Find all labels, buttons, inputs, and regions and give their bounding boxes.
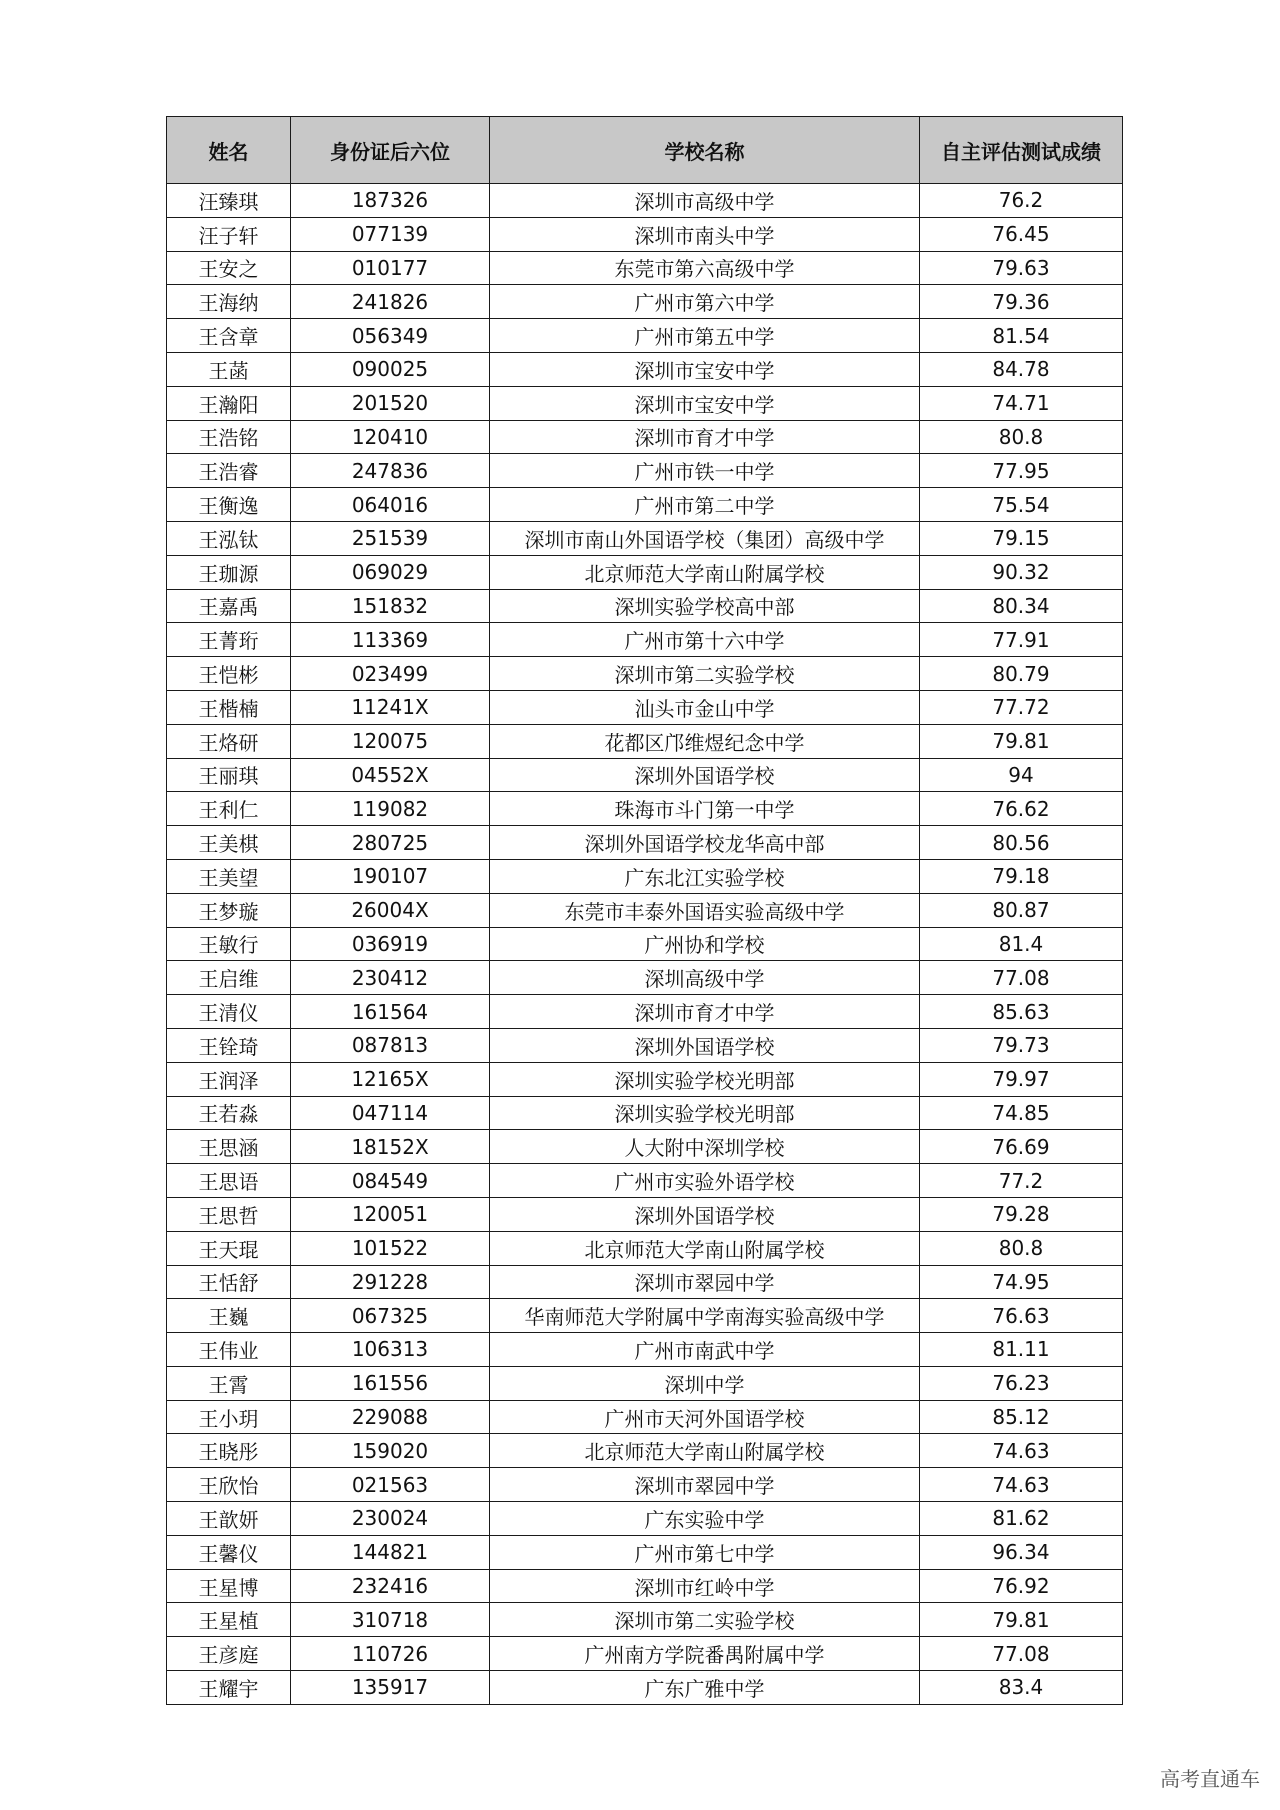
cell-score: 74.63 bbox=[920, 1434, 1123, 1468]
table-row bbox=[167, 1434, 1123, 1468]
cell-school-name: 深圳外国语学校 bbox=[490, 758, 920, 792]
cell-score: 84.78 bbox=[920, 352, 1123, 386]
cell-id-last-six: 26004X bbox=[291, 893, 490, 927]
cell-school-name: 广州市第二中学 bbox=[490, 488, 920, 522]
cell-name: 王泓钛 bbox=[167, 521, 291, 555]
cell-school-name: 东莞市第六高级中学 bbox=[490, 251, 920, 285]
table-row bbox=[167, 1130, 1123, 1164]
cell-school-name: 广州市第六中学 bbox=[490, 285, 920, 319]
cell-id-last-six: 113369 bbox=[291, 623, 490, 657]
cell-score: 76.2 bbox=[920, 184, 1123, 218]
cell-name: 王瀚阳 bbox=[167, 386, 291, 420]
cell-id-last-six: 069029 bbox=[291, 555, 490, 589]
cell-school-name: 深圳市第二实验学校 bbox=[490, 657, 920, 691]
cell-score: 94 bbox=[920, 758, 1123, 792]
cell-score: 77.08 bbox=[920, 961, 1123, 995]
cell-name: 王思哲 bbox=[167, 1197, 291, 1231]
table-row bbox=[167, 521, 1123, 555]
cell-id-last-six: 161564 bbox=[291, 995, 490, 1029]
cell-score: 81.54 bbox=[920, 319, 1123, 353]
cell-id-last-six: 187326 bbox=[291, 184, 490, 218]
table-row bbox=[167, 657, 1123, 691]
cell-school-name: 北京师范大学南山附属学校 bbox=[490, 1231, 920, 1265]
cell-name: 王海纳 bbox=[167, 285, 291, 319]
cell-id-last-six: 12165X bbox=[291, 1062, 490, 1096]
cell-score: 75.54 bbox=[920, 488, 1123, 522]
cell-score: 85.12 bbox=[920, 1400, 1123, 1434]
cell-id-last-six: 021563 bbox=[291, 1468, 490, 1502]
cell-school-name: 深圳外国语学校 bbox=[490, 1028, 920, 1062]
table-row bbox=[167, 1671, 1123, 1705]
cell-score: 79.63 bbox=[920, 251, 1123, 285]
cell-name: 王美望 bbox=[167, 859, 291, 893]
cell-name: 王伟业 bbox=[167, 1333, 291, 1367]
table-row bbox=[167, 184, 1123, 218]
cell-id-last-six: 232416 bbox=[291, 1569, 490, 1603]
cell-score: 83.4 bbox=[920, 1671, 1123, 1705]
cell-school-name: 深圳实验学校光明部 bbox=[490, 1062, 920, 1096]
cell-school-name: 深圳市第二实验学校 bbox=[490, 1603, 920, 1637]
cell-score: 74.71 bbox=[920, 386, 1123, 420]
table-row bbox=[167, 1299, 1123, 1333]
cell-school-name: 深圳市翠园中学 bbox=[490, 1468, 920, 1502]
cell-school-name: 广州协和学校 bbox=[490, 927, 920, 961]
cell-name: 王衡逸 bbox=[167, 488, 291, 522]
table-row bbox=[167, 1502, 1123, 1536]
cell-school-name: 广州市第七中学 bbox=[490, 1535, 920, 1569]
table-row bbox=[167, 1197, 1123, 1231]
cell-school-name: 深圳市南头中学 bbox=[490, 217, 920, 251]
table-row bbox=[167, 251, 1123, 285]
cell-id-last-six: 064016 bbox=[291, 488, 490, 522]
cell-score: 81.62 bbox=[920, 1502, 1123, 1536]
cell-name: 王恺彬 bbox=[167, 657, 291, 691]
table-row bbox=[167, 454, 1123, 488]
cell-score: 80.87 bbox=[920, 893, 1123, 927]
cell-id-last-six: 087813 bbox=[291, 1028, 490, 1062]
table-row bbox=[167, 826, 1123, 860]
cell-score: 80.8 bbox=[920, 420, 1123, 454]
cell-id-last-six: 310718 bbox=[291, 1603, 490, 1637]
watermark: 高考直通车 bbox=[1160, 1767, 1260, 1791]
header-name: 姓名 bbox=[167, 117, 291, 184]
table-row bbox=[167, 285, 1123, 319]
table-row bbox=[167, 1637, 1123, 1671]
cell-name: 王思语 bbox=[167, 1164, 291, 1198]
cell-score: 79.81 bbox=[920, 1603, 1123, 1637]
cell-name: 王恬舒 bbox=[167, 1265, 291, 1299]
table-row bbox=[167, 555, 1123, 589]
cell-id-last-six: 090025 bbox=[291, 352, 490, 386]
cell-id-last-six: 04552X bbox=[291, 758, 490, 792]
cell-name: 王安之 bbox=[167, 251, 291, 285]
cell-name: 王梦璇 bbox=[167, 893, 291, 927]
cell-school-name: 深圳中学 bbox=[490, 1366, 920, 1400]
cell-name: 王菡 bbox=[167, 352, 291, 386]
cell-id-last-six: 201520 bbox=[291, 386, 490, 420]
cell-school-name: 广东广雅中学 bbox=[490, 1671, 920, 1705]
cell-score: 76.45 bbox=[920, 217, 1123, 251]
cell-score: 76.63 bbox=[920, 1299, 1123, 1333]
cell-school-name: 深圳市翠园中学 bbox=[490, 1265, 920, 1299]
cell-score: 96.34 bbox=[920, 1535, 1123, 1569]
cell-school-name: 广州市第五中学 bbox=[490, 319, 920, 353]
table-row bbox=[167, 792, 1123, 826]
cell-name: 王歆妍 bbox=[167, 1502, 291, 1536]
cell-score: 79.97 bbox=[920, 1062, 1123, 1096]
cell-school-name: 深圳市红岭中学 bbox=[490, 1569, 920, 1603]
cell-school-name: 深圳市高级中学 bbox=[490, 184, 920, 218]
table-row bbox=[167, 217, 1123, 251]
cell-id-last-six: 144821 bbox=[291, 1535, 490, 1569]
cell-score: 81.11 bbox=[920, 1333, 1123, 1367]
cell-name: 王浩睿 bbox=[167, 454, 291, 488]
table-row bbox=[167, 1231, 1123, 1265]
header-id-last-six: 身份证后六位 bbox=[291, 117, 490, 184]
cell-id-last-six: 241826 bbox=[291, 285, 490, 319]
header-score: 自主评估测试成绩 bbox=[920, 117, 1123, 184]
cell-school-name: 北京师范大学南山附属学校 bbox=[490, 1434, 920, 1468]
cell-school-name: 广州市天河外国语学校 bbox=[490, 1400, 920, 1434]
cell-name: 王含章 bbox=[167, 319, 291, 353]
cell-id-last-six: 11241X bbox=[291, 690, 490, 724]
cell-name: 王耀宇 bbox=[167, 1671, 291, 1705]
cell-score: 76.62 bbox=[920, 792, 1123, 826]
table-body bbox=[167, 184, 1123, 1705]
cell-id-last-six: 120410 bbox=[291, 420, 490, 454]
cell-school-name: 广州市南武中学 bbox=[490, 1333, 920, 1367]
cell-name: 王润泽 bbox=[167, 1062, 291, 1096]
cell-name: 汪臻琪 bbox=[167, 184, 291, 218]
cell-school-name: 人大附中深圳学校 bbox=[490, 1130, 920, 1164]
cell-name: 王铨琦 bbox=[167, 1028, 291, 1062]
cell-id-last-six: 291228 bbox=[291, 1265, 490, 1299]
cell-school-name: 北京师范大学南山附属学校 bbox=[490, 555, 920, 589]
table-row bbox=[167, 1096, 1123, 1130]
cell-score: 77.91 bbox=[920, 623, 1123, 657]
cell-id-last-six: 280725 bbox=[291, 826, 490, 860]
cell-id-last-six: 161556 bbox=[291, 1366, 490, 1400]
cell-name: 王若淼 bbox=[167, 1096, 291, 1130]
table-row bbox=[167, 1164, 1123, 1198]
cell-id-last-six: 067325 bbox=[291, 1299, 490, 1333]
cell-score: 90.32 bbox=[920, 555, 1123, 589]
table-row bbox=[167, 961, 1123, 995]
cell-name: 王馨仪 bbox=[167, 1535, 291, 1569]
cell-name: 王利仁 bbox=[167, 792, 291, 826]
cell-score: 74.85 bbox=[920, 1096, 1123, 1130]
table-row bbox=[167, 859, 1123, 893]
cell-id-last-six: 18152X bbox=[291, 1130, 490, 1164]
cell-score: 77.72 bbox=[920, 690, 1123, 724]
cell-name: 王浩铭 bbox=[167, 420, 291, 454]
cell-id-last-six: 084549 bbox=[291, 1164, 490, 1198]
cell-name: 王星博 bbox=[167, 1569, 291, 1603]
cell-school-name: 汕头市金山中学 bbox=[490, 690, 920, 724]
cell-score: 76.92 bbox=[920, 1569, 1123, 1603]
cell-score: 74.63 bbox=[920, 1468, 1123, 1502]
table-row bbox=[167, 724, 1123, 758]
cell-id-last-six: 151832 bbox=[291, 589, 490, 623]
cell-school-name: 深圳实验学校光明部 bbox=[490, 1096, 920, 1130]
table-row bbox=[167, 420, 1123, 454]
cell-school-name: 广州南方学院番禺附属中学 bbox=[490, 1637, 920, 1671]
cell-school-name: 广东实验中学 bbox=[490, 1502, 920, 1536]
cell-id-last-six: 230024 bbox=[291, 1502, 490, 1536]
cell-id-last-six: 251539 bbox=[291, 521, 490, 555]
cell-name: 王晓彤 bbox=[167, 1434, 291, 1468]
cell-name: 王美棋 bbox=[167, 826, 291, 860]
table-row bbox=[167, 893, 1123, 927]
table-row bbox=[167, 1028, 1123, 1062]
cell-school-name: 深圳市育才中学 bbox=[490, 420, 920, 454]
cell-name: 王欣怡 bbox=[167, 1468, 291, 1502]
cell-name: 王天琨 bbox=[167, 1231, 291, 1265]
cell-name: 王星植 bbox=[167, 1603, 291, 1637]
cell-score: 80.79 bbox=[920, 657, 1123, 691]
cell-score: 77.08 bbox=[920, 1637, 1123, 1671]
cell-school-name: 深圳高级中学 bbox=[490, 961, 920, 995]
cell-name: 王烙研 bbox=[167, 724, 291, 758]
cell-id-last-six: 120075 bbox=[291, 724, 490, 758]
cell-school-name: 华南师范大学附属中学南海实验高级中学 bbox=[490, 1299, 920, 1333]
cell-school-name: 珠海市斗门第一中学 bbox=[490, 792, 920, 826]
cell-id-last-six: 120051 bbox=[291, 1197, 490, 1231]
table-row bbox=[167, 927, 1123, 961]
table-row bbox=[167, 995, 1123, 1029]
table-row bbox=[167, 1468, 1123, 1502]
cell-score: 77.95 bbox=[920, 454, 1123, 488]
table-row bbox=[167, 1400, 1123, 1434]
cell-id-last-six: 135917 bbox=[291, 1671, 490, 1705]
cell-id-last-six: 106313 bbox=[291, 1333, 490, 1367]
cell-school-name: 广东北江实验学校 bbox=[490, 859, 920, 893]
cell-id-last-six: 010177 bbox=[291, 251, 490, 285]
cell-school-name: 广州市铁一中学 bbox=[490, 454, 920, 488]
cell-id-last-six: 023499 bbox=[291, 657, 490, 691]
cell-school-name: 广州市第十六中学 bbox=[490, 623, 920, 657]
cell-school-name: 广州市实验外语学校 bbox=[490, 1164, 920, 1198]
cell-score: 79.28 bbox=[920, 1197, 1123, 1231]
cell-school-name: 深圳外国语学校 bbox=[490, 1197, 920, 1231]
cell-id-last-six: 110726 bbox=[291, 1637, 490, 1671]
cell-name: 王小玥 bbox=[167, 1400, 291, 1434]
cell-name: 王清仪 bbox=[167, 995, 291, 1029]
table-row bbox=[167, 386, 1123, 420]
cell-score: 81.4 bbox=[920, 927, 1123, 961]
cell-school-name: 深圳市宝安中学 bbox=[490, 352, 920, 386]
cell-score: 79.18 bbox=[920, 859, 1123, 893]
cell-score: 76.69 bbox=[920, 1130, 1123, 1164]
table-row bbox=[167, 1062, 1123, 1096]
cell-name: 王彦庭 bbox=[167, 1637, 291, 1671]
cell-id-last-six: 047114 bbox=[291, 1096, 490, 1130]
cell-id-last-six: 159020 bbox=[291, 1434, 490, 1468]
table-row bbox=[167, 1333, 1123, 1367]
table-row bbox=[167, 623, 1123, 657]
cell-score: 80.56 bbox=[920, 826, 1123, 860]
table-row bbox=[167, 589, 1123, 623]
cell-score: 85.63 bbox=[920, 995, 1123, 1029]
cell-score: 77.2 bbox=[920, 1164, 1123, 1198]
header-row bbox=[167, 117, 1123, 184]
cell-id-last-six: 036919 bbox=[291, 927, 490, 961]
cell-id-last-six: 056349 bbox=[291, 319, 490, 353]
results-table bbox=[166, 116, 1123, 1705]
cell-name: 王珈源 bbox=[167, 555, 291, 589]
cell-score: 80.8 bbox=[920, 1231, 1123, 1265]
table-row bbox=[167, 1603, 1123, 1637]
cell-name: 王嘉禹 bbox=[167, 589, 291, 623]
table-row bbox=[167, 319, 1123, 353]
cell-id-last-six: 190107 bbox=[291, 859, 490, 893]
cell-school-name: 花都区邝维煜纪念中学 bbox=[490, 724, 920, 758]
cell-id-last-six: 247836 bbox=[291, 454, 490, 488]
table-row bbox=[167, 1366, 1123, 1400]
cell-score: 79.81 bbox=[920, 724, 1123, 758]
cell-school-name: 深圳实验学校高中部 bbox=[490, 589, 920, 623]
cell-name: 王启维 bbox=[167, 961, 291, 995]
cell-id-last-six: 101522 bbox=[291, 1231, 490, 1265]
cell-school-name: 深圳外国语学校龙华高中部 bbox=[490, 826, 920, 860]
cell-name: 王霄 bbox=[167, 1366, 291, 1400]
cell-name: 王楷楠 bbox=[167, 690, 291, 724]
cell-score: 79.15 bbox=[920, 521, 1123, 555]
table-row bbox=[167, 1535, 1123, 1569]
table-row bbox=[167, 1265, 1123, 1299]
table-row bbox=[167, 1569, 1123, 1603]
cell-name: 王菁珩 bbox=[167, 623, 291, 657]
cell-name: 王思涵 bbox=[167, 1130, 291, 1164]
table-row bbox=[167, 690, 1123, 724]
header-school-name: 学校名称 bbox=[490, 117, 920, 184]
cell-id-last-six: 119082 bbox=[291, 792, 490, 826]
cell-name: 王巍 bbox=[167, 1299, 291, 1333]
cell-id-last-six: 230412 bbox=[291, 961, 490, 995]
table-row bbox=[167, 488, 1123, 522]
cell-score: 80.34 bbox=[920, 589, 1123, 623]
cell-school-name: 东莞市丰泰外国语实验高级中学 bbox=[490, 893, 920, 927]
cell-school-name: 深圳市育才中学 bbox=[490, 995, 920, 1029]
table-row bbox=[167, 352, 1123, 386]
cell-score: 76.23 bbox=[920, 1366, 1123, 1400]
cell-score: 79.36 bbox=[920, 285, 1123, 319]
cell-school-name: 深圳市宝安中学 bbox=[490, 386, 920, 420]
cell-id-last-six: 077139 bbox=[291, 217, 490, 251]
cell-id-last-six: 229088 bbox=[291, 1400, 490, 1434]
table-row bbox=[167, 758, 1123, 792]
cell-name: 汪子轩 bbox=[167, 217, 291, 251]
cell-name: 王敏行 bbox=[167, 927, 291, 961]
cell-score: 74.95 bbox=[920, 1265, 1123, 1299]
cell-school-name: 深圳市南山外国语学校（集团）高级中学 bbox=[490, 521, 920, 555]
cell-score: 79.73 bbox=[920, 1028, 1123, 1062]
cell-name: 王丽琪 bbox=[167, 758, 291, 792]
